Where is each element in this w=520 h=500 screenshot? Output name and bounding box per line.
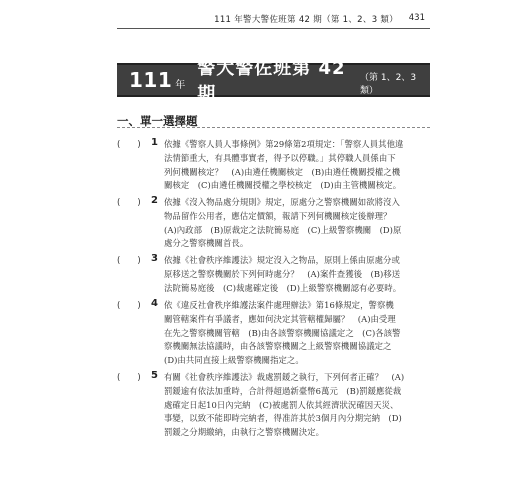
question-text (164, 299, 430, 368)
question-text (164, 138, 430, 193)
question-line: (A)內政部 (B)原裁定之法院簡易庭 (C)上級警察機關 (D)原 (164, 224, 402, 235)
answer-blank: ( ) (117, 373, 141, 383)
question-number: 2 (151, 195, 158, 206)
question-line: 處分之警察機關首長。 (164, 238, 249, 249)
question-line: 法院簡易庭後 (C)裁處確定後 (D)上級警察機關認有必要時。 (164, 282, 402, 293)
answer-blank: ( ) (117, 256, 141, 266)
section-heading: 一、單一選擇題 (117, 114, 198, 128)
question-line: 察機關無法協議時，由各該警察機關之上級警察機關協議定之 (164, 341, 392, 352)
question-line: 依據《社會秩序維護法》規定沒入之物品，原則上係由原處分或 (164, 255, 400, 265)
section-rule (117, 127, 430, 128)
question-text (164, 371, 430, 440)
question-line: 列何機關核定？ (A)由遴任機關核定 (B)由遴任機關授權之機 (164, 166, 401, 177)
question-text (164, 254, 430, 295)
question-line: 罰鍰逾有依法加重時，合計得超過新臺幣6萬元 (B)罰鍰應從裁 (164, 385, 402, 396)
question-line: (D)由共同直接上級警察機關指定之。 (164, 355, 304, 366)
question-line: 在先之警察機關管轄 (B)由各該警察機關協議定之 (C)各該警 (164, 327, 401, 338)
title-year-unit: 年 (175, 79, 186, 91)
question-line: 依《違反社會秩序維護法案件處理辦法》第16條規定，警察機 (164, 300, 394, 310)
question-number: 1 (151, 137, 158, 148)
answer-blank: ( ) (117, 198, 141, 208)
question-line: 關管轄案件有爭議者，應如何決定其管轄權歸屬？ (A)由受理 (164, 313, 396, 324)
question-line: 依據《警察人員人事條例》第29條第2項規定：「警察人員其他違 (164, 139, 404, 149)
header-rule (117, 28, 430, 29)
question-line: 依據《沒入物品處分規則》規定，原處分之警察機關如欲將沒入 (164, 197, 400, 207)
question-line: 有關《社會秩序維護法》裁處罰鍰之執行，下列何者正確？ (A) (164, 372, 405, 382)
exam-title-band (117, 58, 430, 105)
answer-blank: ( ) (117, 301, 141, 311)
exam-title: 警大警佐班第 42 期 (197, 58, 346, 105)
title-year: 111 (129, 68, 173, 92)
question-text (164, 196, 430, 251)
exam-subtitle: （第 1、2、3 類） (360, 72, 417, 96)
question-number: 4 (151, 298, 158, 309)
question-line: 物品留作公用者，應估定價額，報請下列何機關核定後辦理？ (164, 210, 392, 221)
question-line: 關核定 (C)由遴任機關授權之學校核定 (D)由主管機關核定。 (164, 180, 402, 191)
running-header (0, 13, 520, 27)
page-number: 431 (408, 13, 425, 23)
answer-blank: ( ) (117, 140, 141, 150)
question-line: 處確定日起10日內完納 (C)被處罰人依其經濟狀況確因天災、 (164, 399, 399, 410)
question-line: 罰鍰之分期繳納，由執行之警察機關決定。 (164, 427, 325, 438)
question-line: 事變，以致不能即時完納者，得准許其於3個月內分期完納 (D) (164, 413, 402, 424)
running-header-title: 111 年警大警佐班第 42 期（第 1、2、3 類） (214, 15, 398, 25)
question-line: 法情節重大，有具體事實者，得予以停職。」其停職人員係由下 (164, 152, 396, 163)
question-number: 5 (151, 370, 158, 381)
question-number: 3 (151, 253, 158, 264)
question-line: 原移送之警察機關於下列何時處分？ (A)案件查獲後 (B)移送 (164, 268, 401, 279)
